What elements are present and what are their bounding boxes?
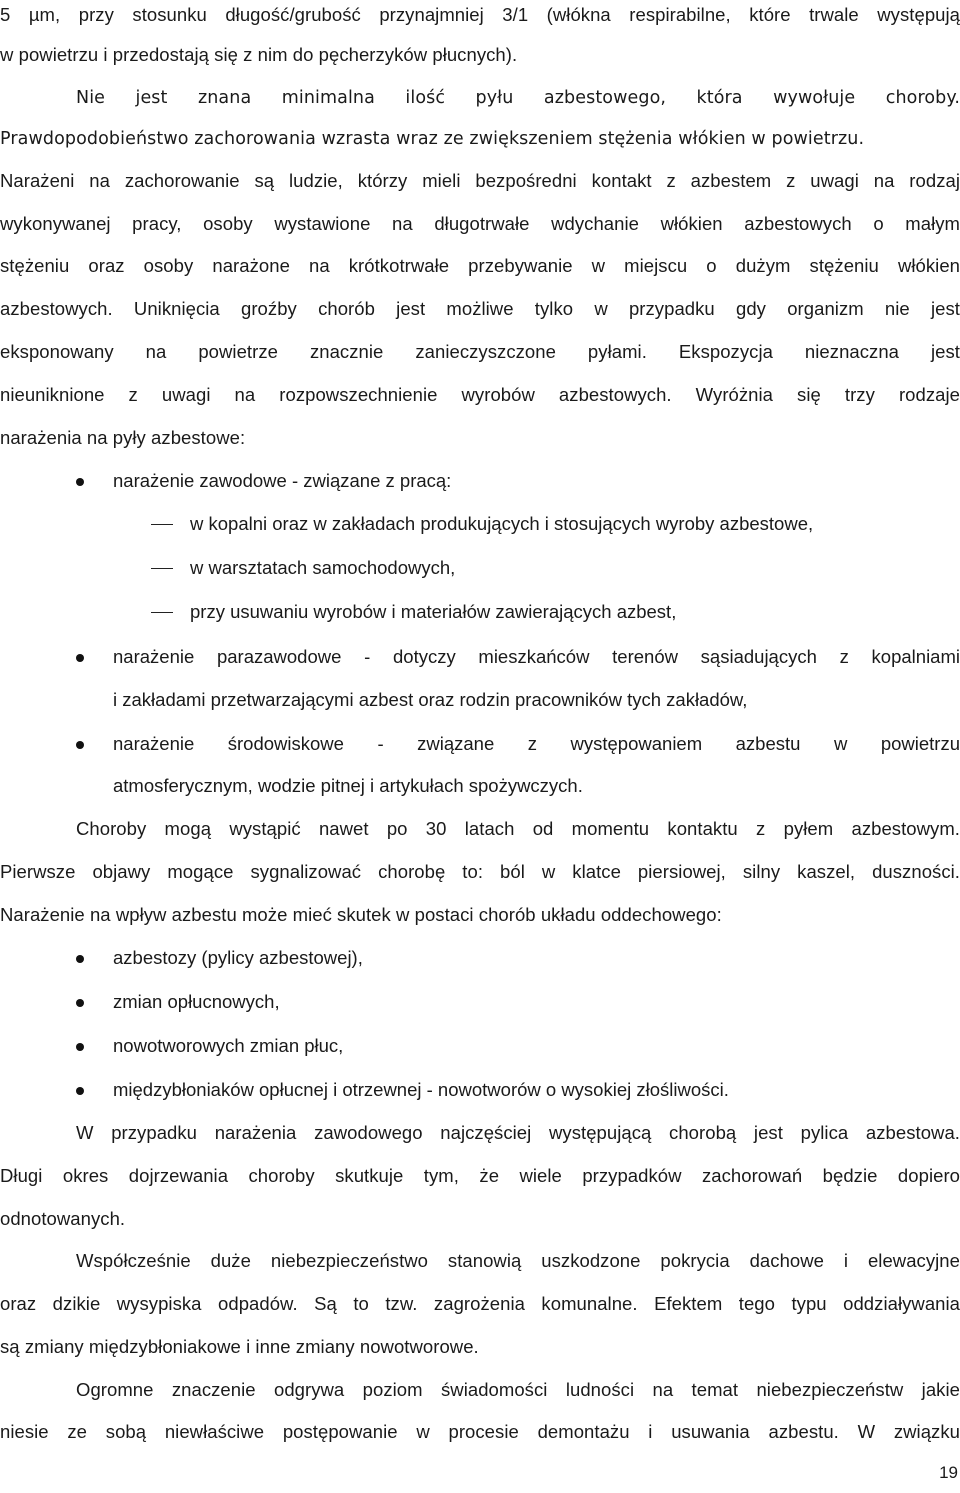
bullet-icon (76, 741, 84, 749)
bullet-icon (76, 478, 84, 486)
paragraph-line: Pierwsze objawy mogące sygnalizować chorobę to: ból w klatce piersiowej, silny kaszel, duszności. (0, 861, 960, 882)
paragraph-line: niesie ze sobą niewłaściwe postępowanie w procesie demontażu i usuwania azbestu. W związku (0, 1421, 960, 1442)
sub-list-item: przy usuwaniu wyrobów i materiałów zawierających azbest, (190, 601, 677, 622)
paragraph-line: Współcześnie duże niebezpieczeństwo stanowią uszkodzone pokrycia dachowe i elewacyjne (76, 1250, 960, 1271)
sub-list-item: w kopalni oraz w zakładach produkujących i stosujących wyroby azbestowe, (190, 513, 814, 534)
paragraph-line: 5 µm, przy stosunku długość/grubość przynajmniej 3/1 (włókna respirabilne, które trwale występują (0, 4, 960, 25)
paragraph-line: Prawdopodobieństwo zachorowania wzrasta wraz ze zwiększeniem stężenia włókien w powietrzu. (0, 129, 865, 149)
page-number: 19 (939, 1463, 958, 1482)
paragraph-line: Narażeni na zachorowanie są ludzie, którzy mieli bezpośredni kontakt z azbestem z uwagi na rodzaj (0, 170, 960, 191)
paragraph-line: Nie jest znana minimalna ilość pyłu azbestowego, która wywołuje choroby. (76, 88, 960, 108)
list-item: nowotworowych zmian płuc, (113, 1035, 344, 1056)
paragraph-line: Ogromne znaczenie odgrywa poziom świadomości ludności na temat niebezpieczeństw jakie (76, 1379, 960, 1400)
paragraph-line: narażenia na pyły azbestowe: (0, 427, 246, 448)
dash-icon (151, 568, 173, 569)
paragraph-line: eksponowany na powietrze znacznie zanieczyszczone pyłami. Ekspozycja nieznaczna jest (0, 341, 960, 362)
sub-list-item: w warsztatach samochodowych, (190, 557, 456, 578)
paragraph-line: stężeniu oraz osoby narażone na krótkotrwałe przebywanie w miejscu o dużym stężeniu włókien (0, 255, 960, 276)
paragraph-line: W przypadku narażenia zawodowego najczęściej występującą chorobą jest pylica azbestowa. (76, 1122, 960, 1143)
paragraph-line: azbestowych. Uniknięcia groźby chorób jest możliwe tylko w przypadku gdy organizm nie jest (0, 298, 960, 319)
bullet-icon (76, 955, 84, 963)
paragraph-line: Długi okres dojrzewania choroby skutkuje tym, że wiele przypadków zachorowań będzie dopiero (0, 1165, 960, 1186)
list-item: międzybłoniaków opłucnej i otrzewnej - nowotworów o wysokiej złośliwości. (113, 1079, 729, 1100)
paragraph-line: Choroby mogą wystąpić nawet po 30 latach od momentu kontaktu z pyłem azbestowym. (76, 818, 960, 839)
list-item-continuation: atmosferycznym, wodzie pitnej i artykułach spożywczych. (113, 775, 583, 796)
paragraph-line: nieuniknione z uwagi na rozpowszechnienie wyrobów azbestowych. Wyróżnia się trzy rodzaje (0, 384, 960, 405)
paragraph-line: odnotowanych. (0, 1208, 126, 1229)
bullet-icon (76, 1043, 84, 1051)
paragraph-line: wykonywanej pracy, osoby wystawione na długotrwałe wdychanie włókien azbestowych o małym (0, 213, 960, 234)
list-item: narażenie środowiskowe - związane z występowaniem azbestu w powietrzu (113, 733, 960, 754)
bullet-icon (76, 1087, 84, 1095)
paragraph-line: są zmiany międzybłoniakowe i inne zmiany nowotworowe. (0, 1336, 479, 1357)
dash-icon (151, 524, 173, 525)
list-item-continuation: i zakładami przetwarzającymi azbest oraz rodzin pracowników tych zakładów, (113, 689, 748, 710)
list-item: narażenie parazawodowe - dotyczy mieszkańców terenów sąsiadujących z kopalniami (113, 646, 960, 667)
dash-icon (151, 612, 173, 613)
paragraph-line: Narażenie na wpływ azbestu może mieć skutek w postaci chorób układu oddechowego: (0, 904, 722, 925)
list-item: azbestozy (pylicy azbestowej), (113, 947, 363, 968)
bullet-icon (76, 654, 84, 662)
paragraph-line: oraz dzikie wysypiska odpadów. Są to tzw. zagrożenia komunalne. Efektem tego typu oddziaływania (0, 1293, 960, 1314)
bullet-icon (76, 999, 84, 1007)
paragraph-line: w powietrzu i przedostają się z nim do pęcherzyków płucnych). (0, 44, 518, 65)
list-item: narażenie zawodowe - związane z pracą: (113, 470, 452, 491)
list-item: zmian opłucnowych, (113, 991, 280, 1012)
